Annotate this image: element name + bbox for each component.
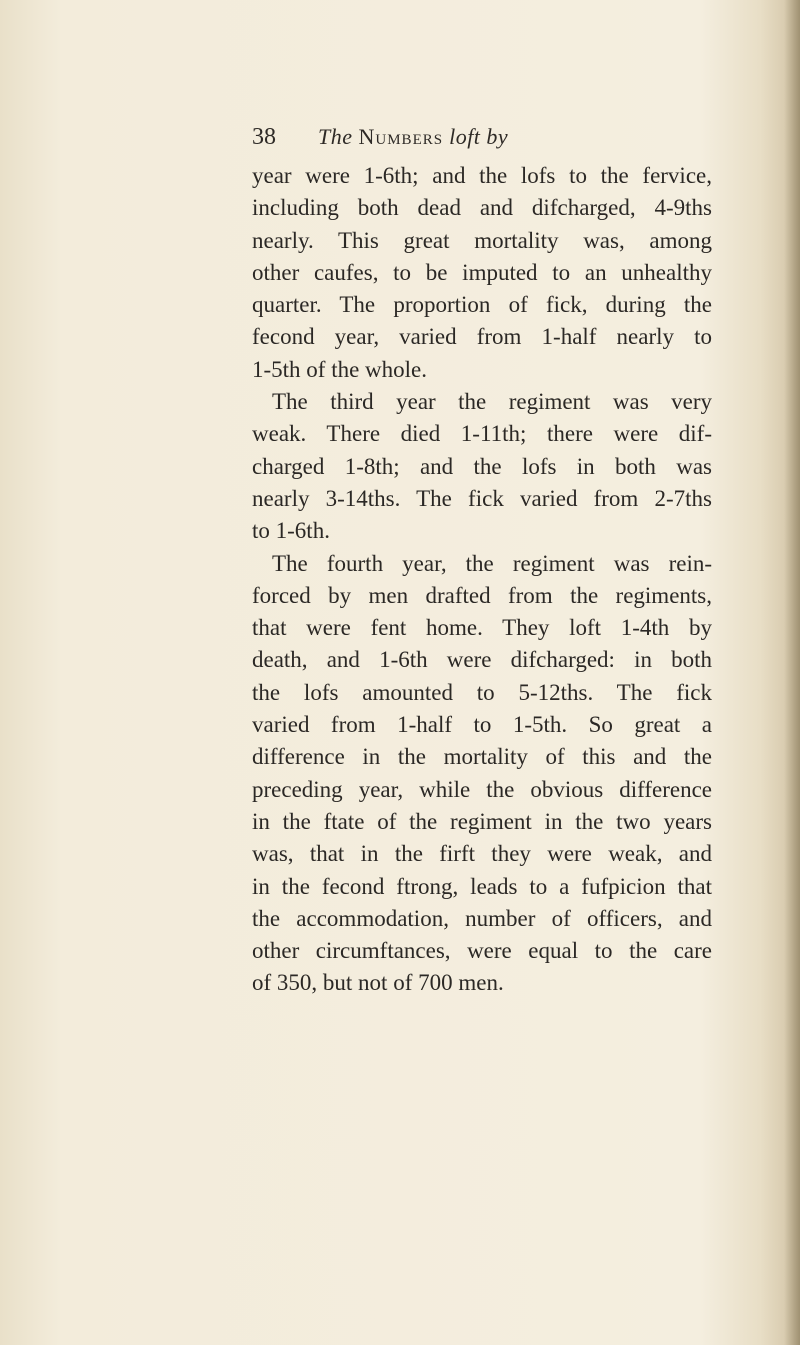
text-line: was, that in the firft they were weak, and bbox=[252, 841, 712, 867]
running-title-the: The bbox=[318, 124, 353, 149]
text-line: varied from 1-half to 1-5th. So great a bbox=[252, 712, 712, 738]
text-line: nearly. This great mortality was, among bbox=[252, 227, 712, 253]
text-line: the accommodation, number of officers, and bbox=[252, 905, 712, 931]
text-line: The fourth year, the regiment was rein- bbox=[272, 550, 712, 576]
text-line: other caufes, to be imputed to an unhealthy bbox=[252, 259, 712, 285]
body-text bbox=[252, 160, 712, 1000]
text-line: fecond year, varied from 1-half nearly to bbox=[252, 324, 712, 350]
text-line: of 350, but not of 700 men. bbox=[252, 970, 504, 996]
text-line: the lofs amounted to 5-12ths. The fick bbox=[252, 679, 712, 705]
page-number: 38 bbox=[252, 124, 276, 150]
running-title bbox=[318, 124, 508, 150]
text-line: charged 1-8th; and the lofs in both was bbox=[252, 453, 712, 479]
text-line: death, and 1-6th were difcharged: in both bbox=[252, 647, 712, 673]
text-line: forced by men drafted from the regiments, bbox=[252, 582, 712, 608]
text-line: other circumftances, were equal to the care bbox=[252, 938, 712, 964]
running-title-numbers: Numbers bbox=[358, 124, 444, 149]
page-gutter-shadow bbox=[784, 0, 800, 1345]
text-line: nearly 3-14ths. The fick varied from 2-7ths bbox=[252, 485, 712, 511]
text-line: including both dead and difcharged, 4-9ths bbox=[252, 195, 712, 221]
text-line: in the ftate of the regiment in the two years bbox=[252, 808, 712, 834]
text-line: quarter. The proportion of fick, during the bbox=[252, 292, 712, 318]
text-line: The third year the regiment was very bbox=[272, 389, 712, 415]
text-line: 1-5th of the whole. bbox=[252, 356, 428, 382]
text-line: in the fecond ftrong, leads to a fufpicion that bbox=[252, 873, 712, 899]
text-line: year were 1-6th; and the lofs to the fervice, bbox=[252, 163, 712, 188]
running-title-rest: loft by bbox=[449, 124, 509, 149]
running-head bbox=[252, 124, 682, 156]
text-line: preceding year, while the obvious difference bbox=[252, 776, 712, 802]
text-line: weak. There died 1-11th; there were dif- bbox=[252, 421, 712, 447]
text-line: to 1-6th. bbox=[252, 518, 330, 544]
text-line: difference in the mortality of this and the bbox=[252, 744, 712, 770]
text-line: that were fent home. They loft 1-4th by bbox=[252, 615, 712, 641]
